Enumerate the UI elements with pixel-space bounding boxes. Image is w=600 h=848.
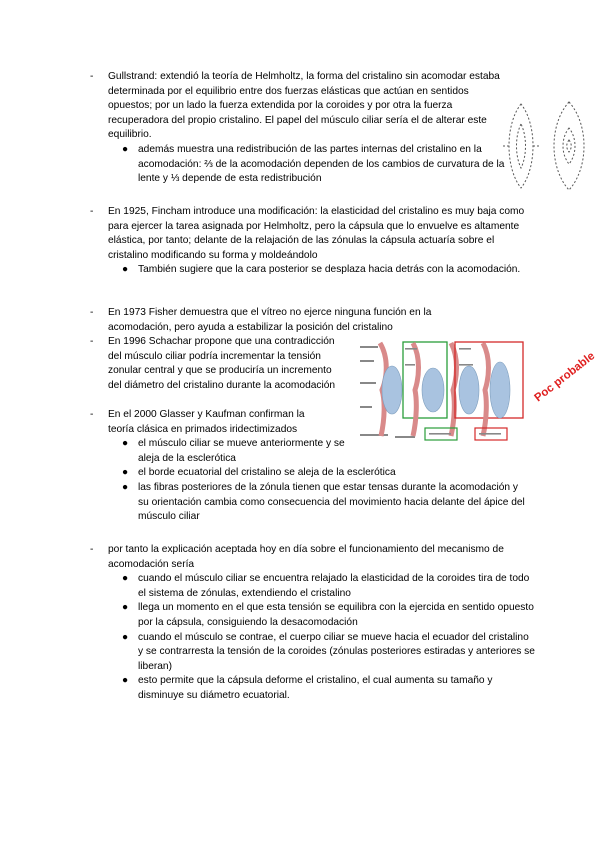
bullet-icon: ● <box>122 438 129 450</box>
bullet-text: esto permite que la cápsula deforme el cristalino, el cual aumenta su tamaño y disminuye su diámetro ecuatorial. <box>138 675 493 701</box>
list-dash: - <box>90 71 94 82</box>
paragraph-text: Gullstrand: extendió la teoría de Helmholtz, la forma del cristalino sin acomodar estaba determinada por el equilibrio entre dos fuerzas elásticas que actúan en sentidos opuestos; por un lado la fuerza extendida por la coroides y por otra la fuerza recuperadora del propio cristalino. El papel del músculo ciliar sería el de alterar este equilibrio. <box>108 71 500 141</box>
paragraph-schachar <box>90 335 344 393</box>
bullet-item <box>116 674 536 703</box>
bullet-icon: ● <box>122 467 129 479</box>
paragraph-conclusion <box>90 543 535 704</box>
bullet-item <box>116 572 536 601</box>
list-dash: - <box>90 336 94 347</box>
bullet-icon: ● <box>122 675 129 687</box>
bullet-text: También sugiere que la cara posterior se desplaza hacia detrás con la acomodación. <box>138 264 521 276</box>
bullet-text: llega un momento en el que esta tensión se equilibra con la ejercida en sentido opuesto por la cápsula, consiguiendo la desacomodación <box>138 602 534 628</box>
paragraph-text: En el 2000 Glasser y Kaufman confirman la teoría clásica en primados iridectimizados <box>108 409 305 435</box>
bullet-item <box>116 631 536 675</box>
list-dash: - <box>90 206 94 217</box>
bullet-item <box>116 437 348 466</box>
paragraph-gullstrand <box>90 70 505 187</box>
paragraph-fincham <box>90 205 528 278</box>
bullet-item <box>116 263 538 278</box>
bullet-item <box>116 143 510 187</box>
paragraph-text: En 1973 Fisher demuestra que el vítreo no ejerce ninguna función en la acomodación, pero ayuda a estabilizar la posición del cristalino <box>108 307 432 333</box>
paragraph-text: por tanto la explicación aceptada hoy en día sobre el funcionamiento del mecanismo de acomodación sería <box>108 544 504 570</box>
bullet-icon: ● <box>122 481 129 493</box>
bullet-icon: ● <box>122 602 129 614</box>
figure-annotation: Poc probable <box>532 350 598 405</box>
bullet-item <box>116 601 536 630</box>
bullet-item <box>116 481 530 525</box>
eye-section-panel-2 <box>405 343 444 436</box>
paragraph-text: En 1925, Fincham introduce una modificación: la elasticidad del cristalino es muy baja como para ejercer la tarea asignada por Helmholtz, pero la cápsula que lo envuelve es altamente elástica, por tanto; delante de la relajación de las zónulas la cápsula actuaría sobre el cristalino modificando su forma y moldeándolo <box>108 206 525 261</box>
paragraph-text: En 1996 Schachar propone que una contradicción del músculo ciliar podría incrementar la tensión zonular central y que se produciría un incremento del diámetro del cristalino durante la acomodación <box>108 336 336 391</box>
bullet-text: además muestra una redistribución de las partes internas del cristalino en la acomodación: ⅔ de la acomodación dependen de los cambios de curvatura de la lente y ⅓ depende de esta redistribución <box>138 143 505 185</box>
lens-relaxed-icon <box>503 104 539 188</box>
bullet-item <box>116 466 478 481</box>
bullet-icon: ● <box>122 573 129 585</box>
list-dash: - <box>90 544 94 555</box>
bullet-text: cuando el músculo se contrae, el cuerpo ciliar se mueve hacia el ecuador del cristalino y se contrarresta la tensión de la coroides (zónulas posteriores estiradas y anteriores se liberan) <box>138 631 535 672</box>
list-dash: - <box>90 307 94 318</box>
ciliary-muscle-figure <box>355 338 600 444</box>
lens-accommodated-icon <box>554 102 584 190</box>
paragraph-fisher <box>90 306 478 335</box>
list-dash: - <box>90 409 94 420</box>
bullet-icon: ● <box>122 143 129 155</box>
bullet-icon: ● <box>122 631 129 643</box>
eye-section-panel-1 <box>380 343 402 436</box>
bullet-text: el borde ecuatorial del cristalino se aleja de la esclerótica <box>138 467 396 479</box>
bullet-text: las fibras posteriores de la zónula tienen que estar tensas durante la acomodación y su orientación cambia como consecuencia del movimiento hacia delante del ápice del músculo ciliar <box>138 481 525 523</box>
bullet-text: cuando el músculo ciliar se encuentra relajado la elasticidad de la coroides tira de todo el sistema de zónulas, extendiendo el cristalino <box>138 573 530 599</box>
bullet-icon: ● <box>122 264 129 276</box>
bullet-text: el músculo ciliar se mueve anteriormente y se aleja de la esclerótica <box>138 438 345 464</box>
lens-shapes-figure <box>497 96 592 196</box>
